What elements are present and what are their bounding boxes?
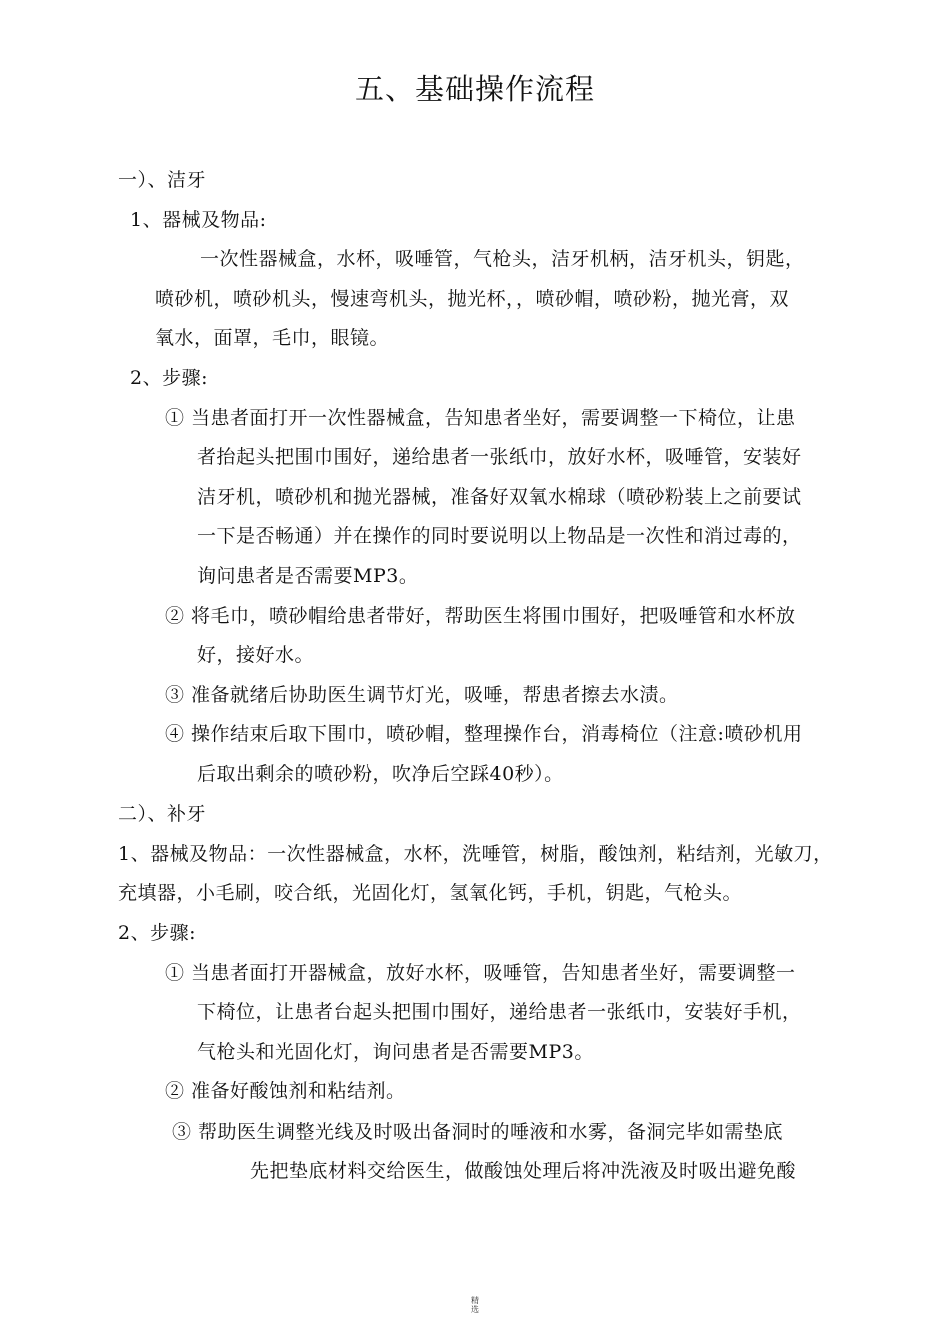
step-line: ③ 帮助医生调整光线及时吸出备洞时的唾液和水雾，备洞完毕如需垫底: [172, 1121, 784, 1143]
step-line: ② 将毛巾，喷砂帽给患者带好，帮助医生将围巾围好，把吸唾管和水杯放: [165, 605, 796, 627]
items-text-line: 1、器械及物品：一次性器械盒，水杯，洗唾管，树脂，酸蚀剂，粘结剂，光敏刀，: [118, 843, 833, 865]
step-line: 后取出剩余的喷砂粉，吹净后空踩40秒）。: [197, 763, 564, 785]
step-line: ③ 准备就绪后协助医生调节灯光，吸唾，帮患者擦去水渍。: [165, 684, 679, 706]
step-line: ① 当患者面打开一次性器械盒，告知患者坐好，需要调整一下椅位，让患: [165, 407, 796, 429]
step-line: 一下是否畅通）并在操作的同时要说明以上物品是一次性和消过毒的，: [197, 525, 802, 547]
step-line: 询问患者是否需要MP3。: [197, 565, 419, 587]
step-line: 气枪头和光固化灯，询问患者是否需要MP3。: [197, 1041, 594, 1063]
step-line: 好，接好水。: [197, 644, 315, 666]
step-line: 洁牙机，喷砂机和抛光器械，准备好双氧水棉球（喷砂粉装上之前要试: [197, 486, 802, 508]
step-line: ④ 操作结束后取下围巾，喷砂帽，整理操作台，消毒椅位（注意:喷砂机用: [165, 723, 803, 745]
page-footer: [0, 1296, 950, 1314]
steps-label: 2、步骤:: [130, 367, 208, 389]
items-text-line: 氧水，面罩，毛巾，眼镜。: [155, 327, 390, 349]
page-title: 五、基础操作流程: [354, 72, 595, 106]
items-text-line: 一次性器械盒，水杯，吸唾管，气枪头，洁牙机柄，洁牙机头，钥匙，: [200, 248, 805, 270]
items-text-line: 喷砂机，喷砂机头，慢速弯机头，抛光杯，，喷砂帽，喷砂粉，抛光膏，双: [155, 288, 790, 310]
footer-char: 选: [471, 1305, 479, 1314]
step-line: 下椅位，让患者台起头把围巾围好，递给患者一张纸巾，安装好手机，: [197, 1001, 802, 1023]
steps-label: 2、步骤:: [118, 922, 196, 944]
section-heading-filling: 二）、补牙: [118, 803, 207, 825]
step-line: 先把垫底材料交给医生，做酸蚀处理后将冲洗液及时吸出避免酸: [250, 1160, 797, 1182]
items-label: 1、器械及物品:: [130, 209, 267, 231]
step-line: 者抬起头把围巾围好，递给患者一张纸巾，放好水杯，吸唾管，安装好: [197, 446, 802, 468]
step-line: ② 准备好酸蚀剂和粘结剂。: [165, 1080, 406, 1102]
footer-char: 精: [471, 1296, 479, 1305]
items-text-line: 充填器，小毛刷，咬合纸，光固化灯，氢氧化钙，手机，钥匙，气枪头。: [118, 882, 743, 904]
step-line: ① 当患者面打开器械盒，放好水杯，吸唾管，告知患者坐好，需要调整一: [165, 962, 796, 984]
section-heading-cleaning: 一）、洁牙: [118, 169, 207, 191]
